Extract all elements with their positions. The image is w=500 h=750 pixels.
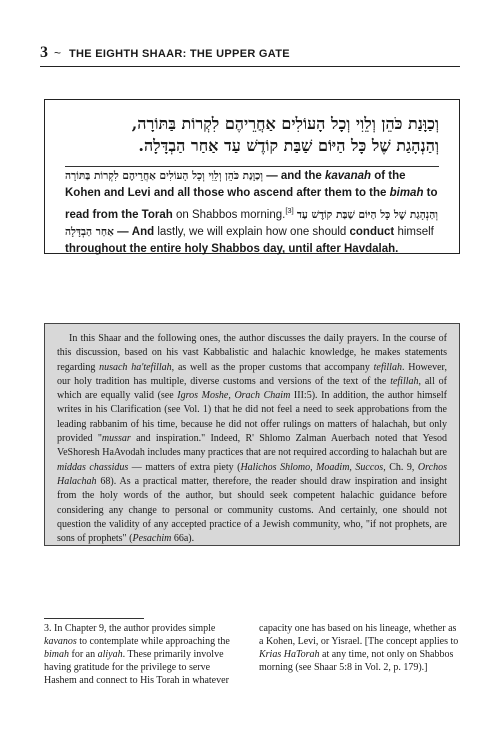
footnote-rule: [44, 618, 144, 619]
hebrew-source-text: [65, 113, 439, 157]
running-title: THE EIGHTH SHAAR: THE UPPER GATE: [69, 48, 290, 60]
note-paragraph: In this Shaar and the following ones, the author discusses the daily prayers. In the course of this discussion, based on his vast Kabbalistic and halachic knowledge, he makes statements regarding nusach ha'tefillah, as well as the proper customs that accompany tefillah. However, our holy tradition has multiple, diverse customs and versions of the text of the tefillah, all of which are equally valid (see Igros Moshe, Orach Chaim III:5). In addition, the author himself writes in his Clarification (see Vol. 1) that he did not feel a need to seek approbations from the leading rabbanim of his time, because he did not offer rulings on matters of halachah, but only provided "mussar and inspiration." Indeed, R' Shlomo Zalman Auerbach noted that Yesod VeShoresh HaAvodah includes many practices that are not required according to halachah but are middas chassidus — matters of extra piety (Halichos Shlomo, Moadim, Succos, Ch. 9, Orchos Halachah 68). As a practical matter, therefore, the reader should draw inspiration and insight from the holy words of the author, but should seek competent halachic guidance before considering any change to personal or community customs. And certainly, one should not question the validity of any accepted practice of a Jewish community, who, "if not prophets, are sons of prophets" (Pesachim 66a).: [57, 333, 448, 545]
hebrew-line: וְכַוָּנַת כֹּהֵן וְלֵוִי וְכָל הָעוֹלִים אַחֲרֵיהֶם לִקְרוֹת בַּתּוֹרָה,: [131, 114, 439, 133]
page-number: 3: [40, 44, 48, 61]
footnote: 3. In Chapter 9, the author provides simple kavanos to contemplate while approaching the bimah for an aliyah. These primarily involve having gratitude for the privilege to serve Hashem and connect to His Torah in whatever capacity one has based on his lineage, whether as a Kohen, Levi, or Yisrael. [The concept applies to Krias HaTorah at any time, not only on Shabbos morning (see Shaar 5:8 in Vol. 2, p. 179).]: [44, 623, 459, 686]
editorial-note-box: [44, 323, 460, 546]
hebrew-phrase: וְהַנְהָגַת שֶׁל כָּל הַיּוֹם שַׁבַּת קוֹדֶשׁ עַד אַחַר הַבְדָּלָה: [65, 208, 438, 238]
translation-text: וְכַוָּנַת כֹּהֵן וְלֵוִי וְכָל הָעוֹלִים אַחֲרֵיהֶם לִקְרוֹת בַּתּוֹרָה — and the kavanah of the Kohen and Levi and all those who ascend after them to the bimah to read from the Torah on Shabbos morning.[3] וְהַנְהָגַת שֶׁל כָּל הַיּוֹם שַׁבַּת קוֹדֶשׁ עַד אַחַר הַבְדָּלָה — And lastly, we will explain how one should conduct himself throughout the entire holy Shabbos day, until after Havdalah.: [65, 170, 438, 255]
running-header: [40, 44, 460, 67]
ornament-icon: ~: [54, 46, 62, 60]
main-text-box: [44, 99, 460, 254]
divider: [65, 166, 439, 167]
hebrew-phrase: וְכַוָּנַת כֹּהֵן וְלֵוִי וְכָל הָעוֹלִים אַחֲרֵיהֶם לִקְרוֹת בַּתּוֹרָה: [65, 170, 263, 182]
hebrew-line: וְהַנְהָגַת שֶׁל כָּל הַיּוֹם שַׁבַּת קוֹדֶשׁ עַד אַחַר הַבְדָּלָה.: [138, 136, 439, 155]
footnote-reference[interactable]: [3]: [285, 206, 294, 215]
